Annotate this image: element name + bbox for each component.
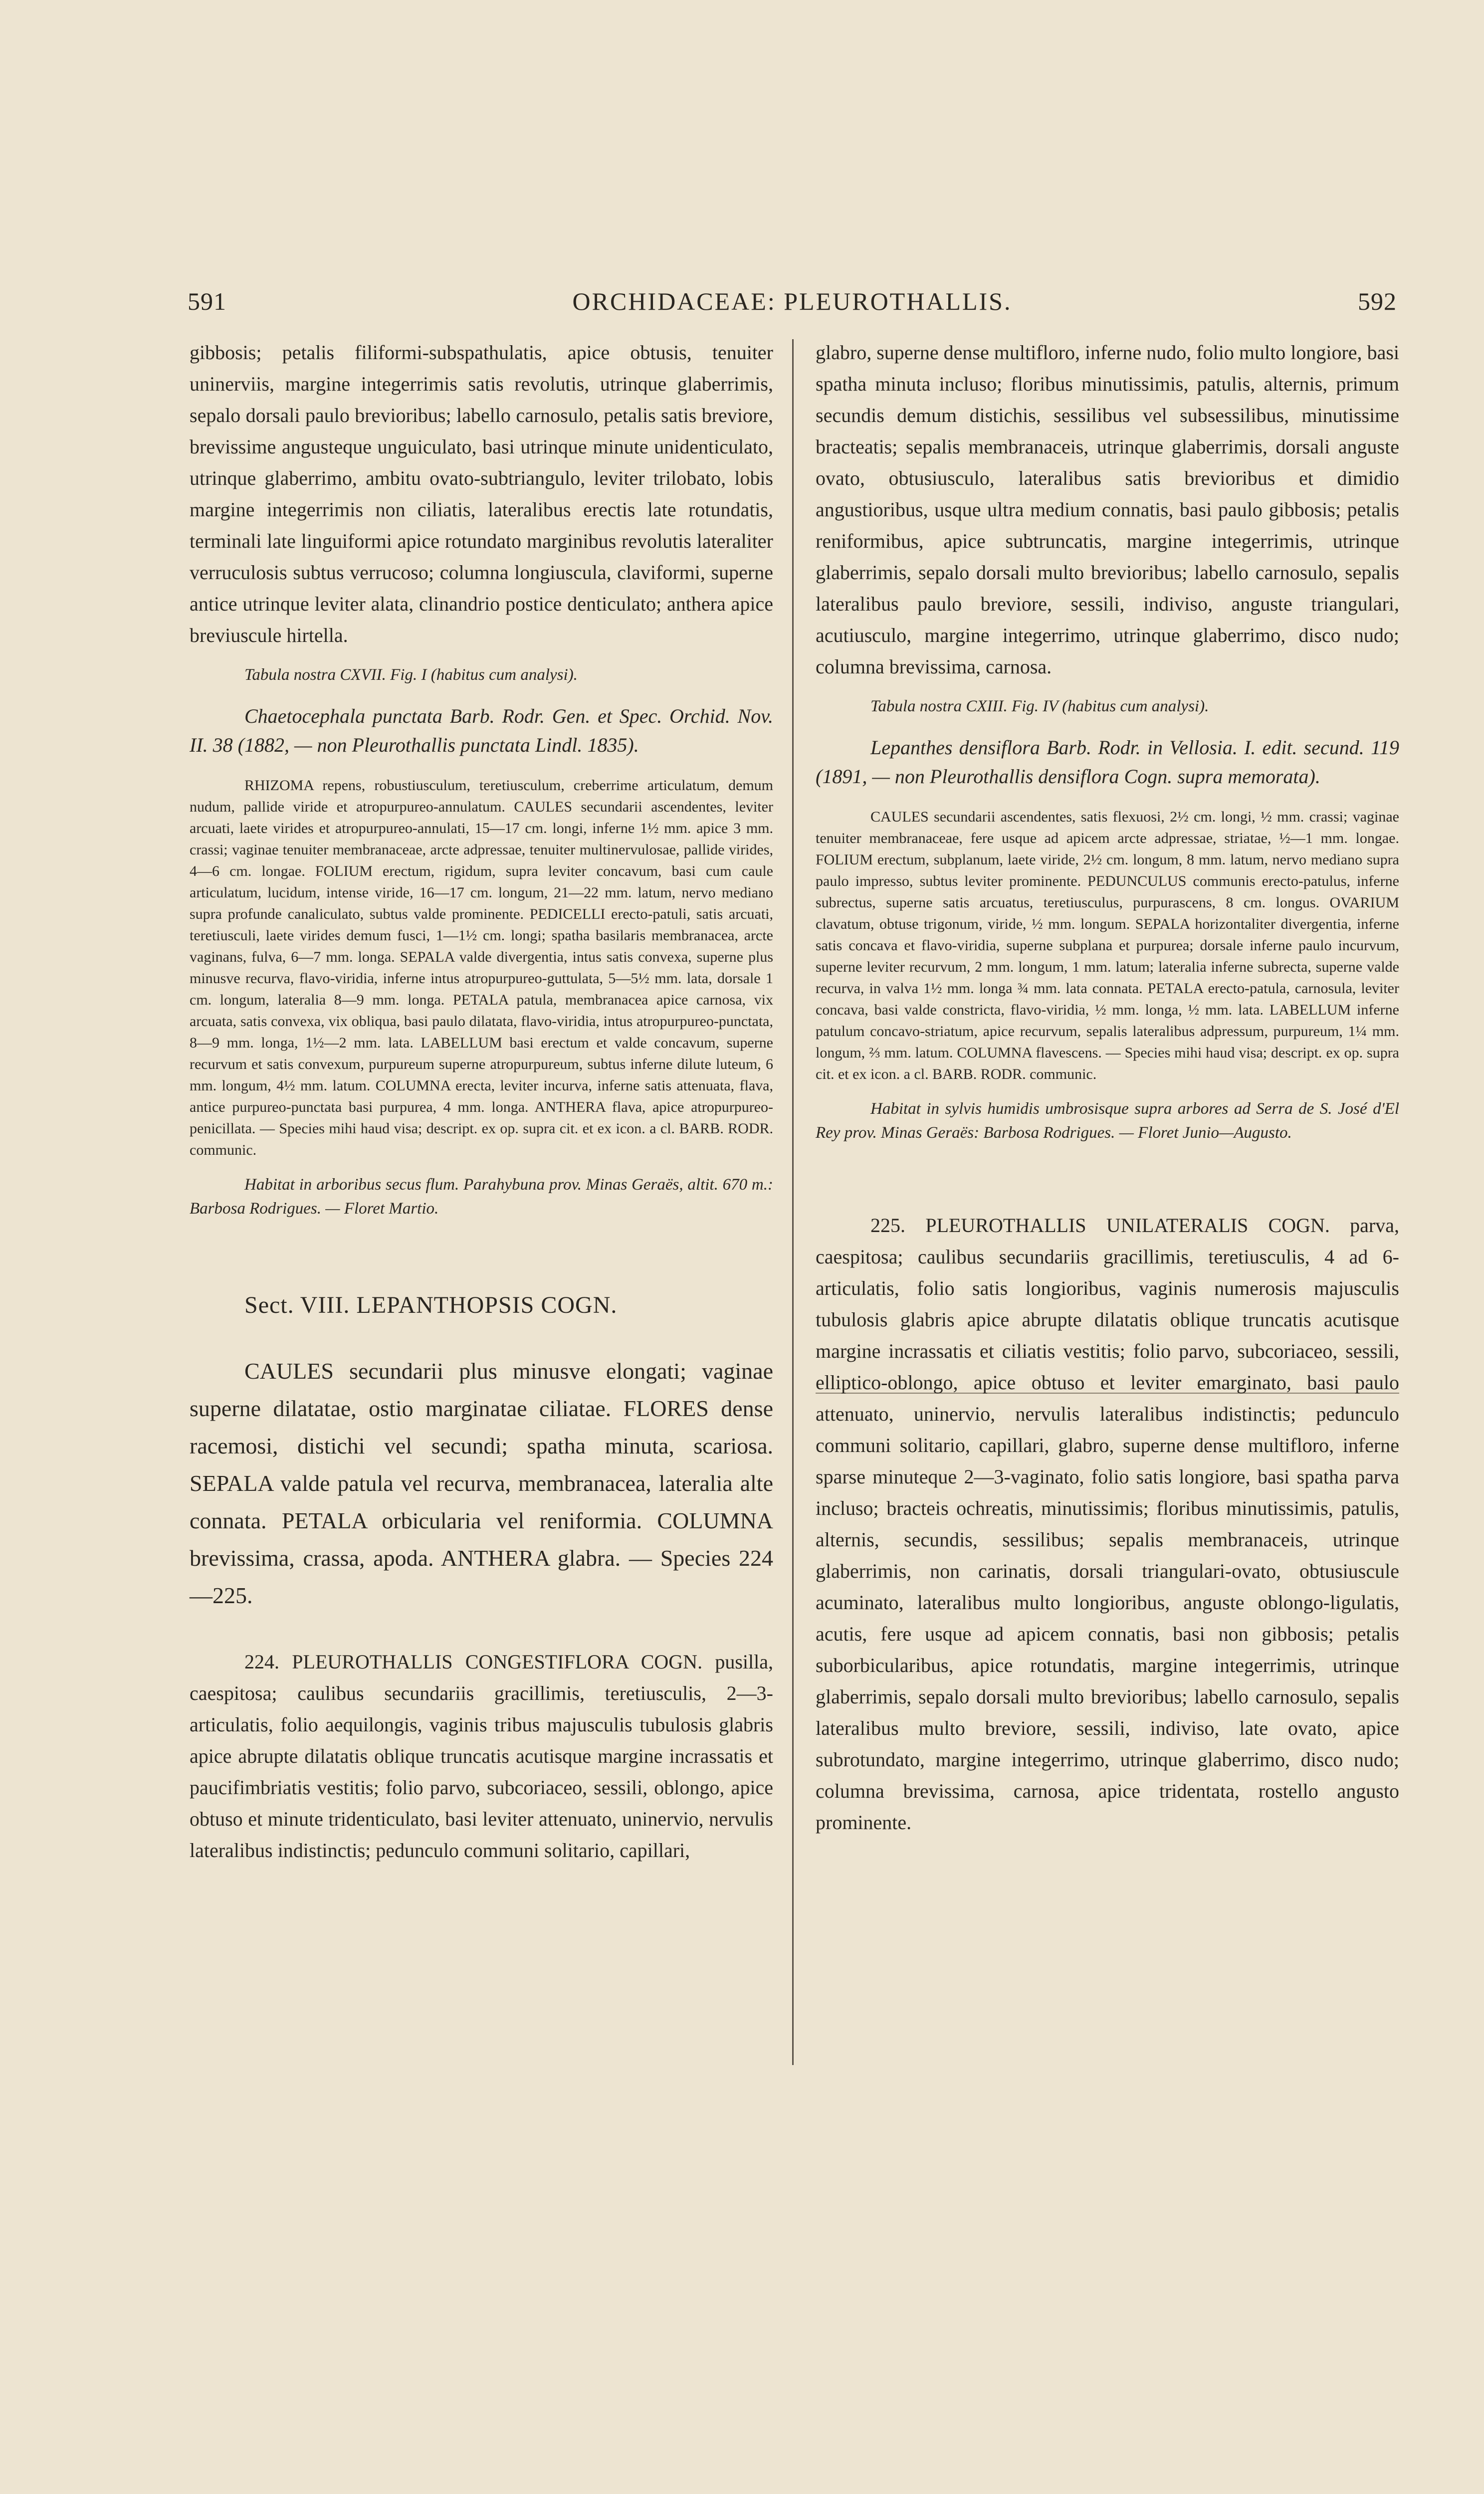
page-number-right: 592 bbox=[1358, 287, 1397, 315]
left-column bbox=[190, 337, 773, 1866]
detailed-description: CAULES secundarii ascendentes, satis flexuosi, 2½ cm. longi, ½ mm. crassi; vaginae tenuiter membranaceae, fere usque ad apicem arcte adpressae, striatae, ½—1 mm. longae. FOLIUM erectum, subplanum, laete viride, 2½ cm. longum, 8 mm. latum, nervo mediano supra paulo impresso, subtus leviter prominente. PEDUNCULUS communis erecto-patulus, inferne subrectus, superne satis arcuatus, teretiusculus, purpurascens, 8 cm. longus. OVARIUM clavatum, obtuse trigonum, viride, ½ mm. longum. SEPALA horizontaliter divergentia, inferne satis concava et flavo-viridia, superne subplana et purpurea; dorsale inferne paulo incurvum, superne leviter recurvum, 2 mm. longum, 1 mm. latum; lateralia inferne subrecta, superne valde recurva, in valva 1½ mm. longa ¾ mm. lata connata. PETALA erecto-patula, carnosula, leviter concava, basi valde constricta, flavo-viridia, ½ mm. longa, ½ mm. lata. LABELLUM inferne patulum concavo-striatum, apice recurvum, sepalis lateralibus adpressum, purpureum, 1¼ mm. longum, ⅔ mm. latum. COLUMNA flavescens. — Species mihi haud visa; descript. ex op. supra cit. et ex icon. a cl. BARB. RODR. communic. bbox=[816, 809, 1399, 1082]
habitat-note: Habitat in sylvis humidis umbrosisque supra arbores ad Serra de S. José d'El Rey prov. Minas Geraës: Barbosa Rodrigues. — Floret Junio—Augusto. bbox=[816, 1100, 1399, 1142]
right-column bbox=[816, 337, 1399, 1838]
page-number-left: 591 bbox=[188, 287, 226, 315]
plate-reference: Tabula nostra CXVII. Fig. I (habitus cum analysi). bbox=[244, 666, 578, 684]
species-entry-224: 224. PLEUROTHALLIS CONGESTIFLORA COGN. pusilla, caespitosa; caulibus secundariis gracillimis, teretiusculis, 2—3-articulatis, folio aequilongis, vaginis tribus majusculis tubulosis glabris apice abrupte dilatatis oblique truncatis acutisque margine incrassatis et paucifimbriatis vestitis; folio parvo, subcoriaceo, sessili, oblongo, apice obtuso et minute tridenticulato, basi leviter attenuato, uninervio, nervulis lateralibus indistinctis; pedunculo communi solitario, capillari, bbox=[190, 1651, 773, 1862]
running-title: ORCHIDACEAE: PLEUROTHALLIS. bbox=[572, 287, 1012, 315]
section-heading: Sect. VIII. LEPANTHOPSIS COGN. bbox=[244, 1292, 618, 1318]
species-entry-225: 225. PLEUROTHALLIS UNILATERALIS COGN. parva, caespitosa; caulibus secundariis gracillimis, teretiusculis, 4 ad 6-articulatis, folio satis longioribus, vaginis numerosis majusculis tubulosis glabris apice abrupte dilatatis oblique truncatis acutisque margine incrassatis et ciliatis vestitis; folio parvo, subcoriaceo, sessili, elliptico-oblongo, apice obtuso et leviter emarginato, basi paulo attenuato, uninervio, nervulis lateralibus indistinctis; pedunculo communi solitario, capillari, glabro, superne dense multifloro, inferne sparse minuteque 2—3-vaginato, folio satis longiore, basi spatha parva incluso; bracteis ochreatis, minutissimis; floribus minutissimis, patulis, alternis, secundis, sessilibus; sepalis membranaceis, utrinque glaberrimis, non carinatis, dorsali triangulari-ovato, obtusiuscule acuminato, lateralibus multo longioribus, anguste oblongo-ligulatis, acutis, fere usque ad apicem connatis, basi non gibbosis; petalis suborbicularibus, apice rotundatis, margine integerrimis, utrinque glaberrimis, sepalo dorsali multo brevioribus; labello carnosulo, sepalis lateralibus multo breviore, sessili, indiviso, late ovato, apice subrotundato, margine integerrimo, utrinque glaberrimo, disco nudo; columna brevissima, carnosa, apice tridentata, rostello angusto prominente. bbox=[816, 1214, 1399, 1834]
synonym: Chaetocephala punctata Barb. Rodr. Gen. et Spec. Orchid. Nov. II. 38 (1882, — non Pleurothallis punctata Lindl. 1835). bbox=[190, 705, 773, 756]
column-divider bbox=[792, 339, 794, 2065]
running-header bbox=[188, 287, 1397, 322]
spacer bbox=[816, 1145, 1399, 1210]
habitat-note: Habitat in arboribus secus flum. Parahybuna prov. Minas Geraës, altit. 670 m.: Barbosa Rodrigues. — Floret Martio. bbox=[190, 1176, 773, 1218]
plate-reference: Tabula nostra CXIII. Fig. IV (habitus cum analysi). bbox=[870, 697, 1209, 715]
description-continued: gibbosis; petalis filiformi-subspathulatis, apice obtusis, tenuiter uninerviis, margine integerrimis satis revolutis, utrinque glaberrimis, sepalo dorsali paulo brevioribus; labello carnosulo, petalis satis breviore, brevissime angusteque unguiculato, basi utrinque minute unidenticulato, utrinque glaberrimo, ambitu ovato-subtriangulo, leviter trilobato, lobis margine integerrimis non ciliatis, lateralibus erectis late rotundatis, terminali late linguiformi apice rotundato marginibus revolutis lateraliter verruculosis subtus verrucoso; columna longiuscula, claviformi, superne antice utrinque leviter alata, clinandrio postice denticulato; anthera apice breviuscule hirtella. bbox=[190, 341, 773, 646]
section-description: CAULES secundarii plus minusve elongati; vaginae superne dilatatae, ostio marginatae ciliatae. FLORES dense racemosi, distichi vel secundi; spatha minuta, scariosa. SEPALA valde patula vel recurva, membranacea, lateralia alte connata. PETALA orbicularia vel reniformia. COLUMNA brevissima, crassa, apoda. ANTHERA glabra. — Species 224—225. bbox=[190, 1358, 773, 1608]
synonym: Lepanthes densiflora Barb. Rodr. in Vellosia. I. edit. secund. 119 (1891, — non Pleurothallis densiflora Cogn. supra memorata). bbox=[816, 736, 1399, 788]
detailed-description: RHIZOMA repens, robustiusculum, teretiusculum, creberrime articulatum, demum nudum, pallide viride et atropurpureo-annulatum. CAULES secundarii ascendentes, leviter arcuati, laete virides et atropurpureo-annulati, 15—17 cm. longi, inferne 1½ mm. apice 3 mm. crassi; vaginae tenuiter membranaceae, arcte adpressae, tenuiter multinervulosae, pallide virides, 4—6 cm. longae. FOLIUM erectum, rigidum, supra leviter concavum, basi cum caule articulatum, lucidum, intense viride, 16—17 cm. longum, 21—22 mm. latum, nervo mediano supra profunde canaliculato, subtus valde prominente. PEDICELLI erecto-patuli, satis arcuati, teretiusculi, laete virides demum fusci, 1—1½ cm. longi; spatha basilaris membranacea, arcte vaginans, fulva, 6—7 mm. longa. SEPALA valde divergentia, intus satis convexa, superne plus minusve recurva, flavo-viridia, inferne intus atropurpureo-guttulata, 5—5½ mm. lata, dorsale 1 cm. longum, lateralia 8—9 mm. longa. PETALA patula, membranacea apice carnosa, vix arcuata, satis convexa, vix obliqua, basi paulo dilatata, flavo-viridia, intus atropurpureo-punctata, 8—9 mm. longa, 1½—2 mm. lata. LABELLUM basi erectum et valde concavum, superne recurvum et satis convexum, purpureum superne atropurpureum, subtus inferne dilute luteum, 6 mm. longum, 4½ mm. latum. COLUMNA erecta, leviter incurva, inferne satis attenuata, flava, antice purpureo-punctata basi purpurea, 4 mm. longa. ANTHERA flava, apice atropurpureo-penicillata. — Species mihi haud visa; descript. ex op. supra cit. et ex icon. a cl. BARB. RODR. communic. bbox=[190, 777, 773, 1158]
species-224-continued: glabro, superne dense multifloro, inferne nudo, folio multo longiore, basi spatha minuta incluso; floribus minutissimis, patulis, alternis, primum secundis demum distichis, sessilibus vel subsessilibus, minutissime bracteatis; sepalis membranaceis, utrinque glaberrimis, dorsali anguste ovato, obtusiusculo, lateralibus satis brevioribus et dimidio angustioribus, usque ultra medium connatis, basi paulo gibbosis; petalis reniformibus, apice subtruncatis, margine integerrimis, utrinque glaberrimis, sepalo dorsali multo brevioribus; labello carnosulo, sepalis lateralibus paulo breviore, sessili, indiviso, anguste triangulari, acutiusculo, margine integerrimo, utrinque glaberrimo, disco nudo; columna brevissima, carnosa. bbox=[816, 341, 1399, 678]
